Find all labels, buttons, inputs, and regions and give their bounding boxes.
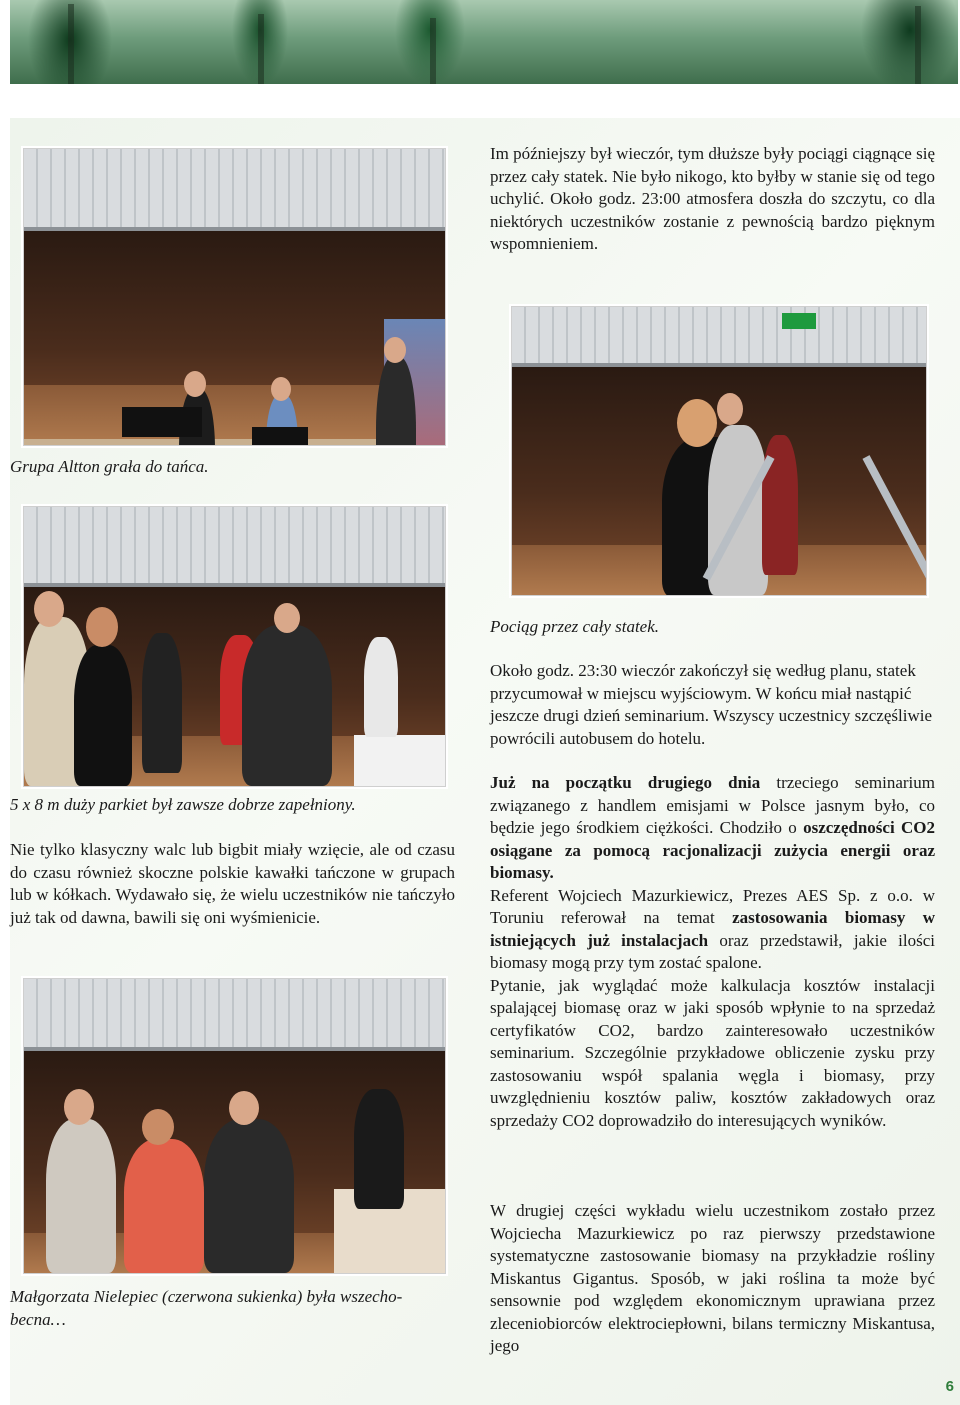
biomass-text: oraz przedstawił, jakie ilości biomasy mogą przy tym zostać spalone. (490, 930, 935, 972)
train-caption: Pociąg przez cały statek. (490, 617, 660, 636)
dances-paragraph: Nie tylko klasyczny walc lub bigbit miały wzięcie, ale od czasu do czasu również skoczne polskie kawałki tańczone w grupach lub w kółkach. Wydawało się, że wielu uczestników nie tańczyło już tak od dawna, bawili się oni wyśmienicie. (10, 840, 455, 927)
group-dancing-photo (23, 978, 446, 1274)
referent-text: Referent Wojciech Mazurkiewicz, Prezes AES Sp. z o.o. w Toruniu referował na temat (490, 885, 935, 927)
second-day-lead: Już na początku drugiego dnia (490, 773, 761, 792)
miskantus-paragraph: W drugiej części wykładu wielu uczestnikom zostało przez Wojciecha Mazurkiewicz po raz pierwszy przedstawione systematyczne zastosowanie biomasy na przykładzie rośliny Miskantus Gigantus. Sposób, w jaki roślina ta może być sensownie pod względem ekonomicznym uprawiana przez zleceniobiorców elektrociepłowni, bilans termiczny Miskantusa, jego (490, 1201, 935, 1355)
forest-header-banner (10, 0, 958, 84)
biomass-topic: zastosowania biomasy w istniejących już instalacjach (490, 908, 936, 950)
second-day-paragraph (490, 772, 935, 1132)
evening-paragraph: Im późniejszy był wieczór, tym dłuższe były pociągi ciągnące się przez cały statek. Nie było nikogo, kto byłby w stanie się od tego uchylić. Około godz. 23:00 atmosfera doszła do szczytu, co dla niektórych uczestników zostanie z pewnością bardzo pięknym wspomnieniem. (490, 144, 935, 253)
malgorzata-caption: Małgorzata Nielepiec (czerwona sukienka) była wszecho-becna… (10, 1287, 403, 1329)
second-day-intro: trzeciego seminarium związanego z handlem emisjami w Polsce jasnym było, co będzie jego środkiem ciężkości. Chodziło o (490, 773, 935, 837)
dance-floor-caption: 5 x 8 m duży parkiet był zawsze dobrze zapełniony. (10, 795, 356, 814)
band-caption: Grupa Altton grała do tańca. (10, 457, 209, 476)
train-dance-photo (511, 306, 927, 596)
return-paragraph: Około godz. 23:30 wieczór zakończył się według planu, statek przycumował w miejscu wyjściowym. W końcu miał nastąpić jeszcze drugi dzień seminarium. Wszyscy uczestnicy szczęśliwie powrócili autobusem do hotelu. (490, 661, 932, 748)
dance-floor-photo (23, 506, 446, 787)
page-number: 6 (945, 1378, 954, 1395)
calculation-text: Pytanie, jak wyglądać może kalkulacja kosztów instalacji spalającej biomasę oraz w jaki sposób wpłynie to na sprzedaż certyfikatów CO2, bardzo zainteresowało uczestników seminarium. Szczególnie przykładowe obliczenie zysku przy zastosowaniu współ spalania węgla i biomasy, przy uwzględnieniu kosztów paliw, kosztów zakładowych oraz sprzedaży CO2 doprowadziło do interesujących wyników. (490, 975, 935, 1130)
band-photo (23, 148, 446, 446)
co2-savings-topic: oszczędności CO2 osiągane za pomocą racjonalizacji zużycia energii oraz biomasy. (490, 818, 935, 882)
